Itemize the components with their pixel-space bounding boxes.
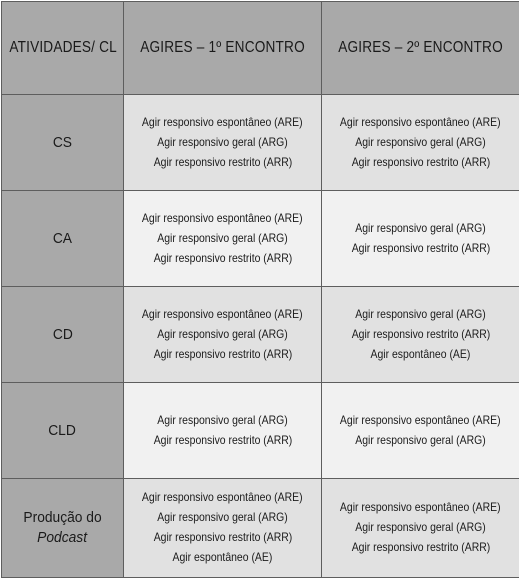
row-label-text: CS — [52, 133, 73, 151]
agir-item: Agir responsivo espontâneo (ARE) — [340, 413, 501, 427]
agir-item: Agir responsivo geral (ARG) — [355, 307, 486, 321]
header-encontro-2 — [322, 2, 519, 95]
agir-item: Agir responsivo espontâneo (ARE) — [142, 211, 303, 225]
row-label-line-1: Produção do — [23, 509, 102, 526]
agir-item: Agir responsivo geral (ARG) — [157, 327, 288, 341]
agir-item: Agir responsivo geral (ARG) — [157, 511, 288, 524]
table-row — [2, 383, 519, 479]
row-label — [2, 287, 124, 383]
agir-item: Agir responsivo restrito (ARR) — [153, 251, 292, 265]
header-atividades-text: ATIVIDADES/ CL — [9, 39, 117, 56]
row-label-text: CD — [52, 325, 73, 343]
agir-item: Agir responsivo geral (ARG) — [157, 413, 288, 427]
agir-item: Agir responsivo restrito (ARR) — [351, 541, 490, 554]
agir-item: Agir responsivo restrito (ARR) — [351, 155, 490, 169]
agir-item: Agir responsivo geral (ARG) — [355, 135, 486, 149]
agir-item: Agir espontâneo (AE) — [370, 347, 471, 361]
agir-item: Agir responsivo espontâneo (ARE) — [142, 491, 303, 504]
agir-item: Agir responsivo espontâneo (ARE) — [142, 115, 303, 129]
agir-item: Agir responsivo restrito (ARR) — [351, 241, 490, 255]
row-label-text: CA — [52, 229, 73, 247]
row-label — [2, 479, 124, 578]
agir-item: Agir responsivo espontâneo (ARE) — [340, 115, 501, 129]
encontro-2-cell — [322, 191, 519, 287]
header-encontro-1 — [124, 2, 322, 95]
row-label-line-2: Podcast — [37, 529, 88, 546]
encontro-1-cell — [124, 479, 322, 578]
encontro-2-cell — [322, 383, 519, 479]
encontro-2-cell — [322, 95, 519, 191]
header-row — [2, 2, 519, 95]
agir-item: Agir responsivo geral (ARG) — [157, 231, 288, 245]
header-encontro-1-text: AGIRES – 1º ENCONTRO — [140, 39, 305, 56]
encontro-2-cell — [322, 287, 519, 383]
table-row — [2, 191, 519, 287]
row-label-text: CLD — [48, 421, 77, 439]
agir-item: Agir responsivo geral (ARG) — [355, 521, 486, 534]
header-atividades — [2, 2, 124, 95]
encontro-2-cell — [322, 479, 519, 578]
agir-item: Agir responsivo restrito (ARR) — [153, 155, 292, 169]
agir-item: Agir responsivo restrito (ARR) — [351, 327, 490, 341]
agires-table — [1, 1, 519, 578]
agir-item: Agir responsivo restrito (ARR) — [153, 433, 292, 447]
agir-item: Agir responsivo espontâneo (ARE) — [142, 307, 303, 321]
row-label — [2, 383, 124, 479]
agir-item: Agir responsivo geral (ARG) — [355, 221, 486, 235]
agir-item: Agir responsivo restrito (ARR) — [153, 347, 292, 361]
row-label — [2, 191, 124, 287]
header-encontro-2-text: AGIRES – 2º ENCONTRO — [338, 39, 503, 56]
encontro-1-cell — [124, 95, 322, 191]
encontro-1-cell — [124, 287, 322, 383]
agir-item: Agir responsivo geral (ARG) — [355, 433, 486, 447]
agir-item: Agir responsivo restrito (ARR) — [153, 531, 292, 544]
encontro-1-cell — [124, 383, 322, 479]
table-row — [2, 95, 519, 191]
table-row — [2, 287, 519, 383]
agir-item: Agir responsivo geral (ARG) — [157, 135, 288, 149]
agir-item: Agir responsivo espontâneo (ARE) — [340, 501, 501, 514]
table-row — [2, 479, 519, 578]
row-label — [2, 95, 124, 191]
agir-item: Agir espontâneo (AE) — [172, 551, 273, 564]
encontro-1-cell — [124, 191, 322, 287]
